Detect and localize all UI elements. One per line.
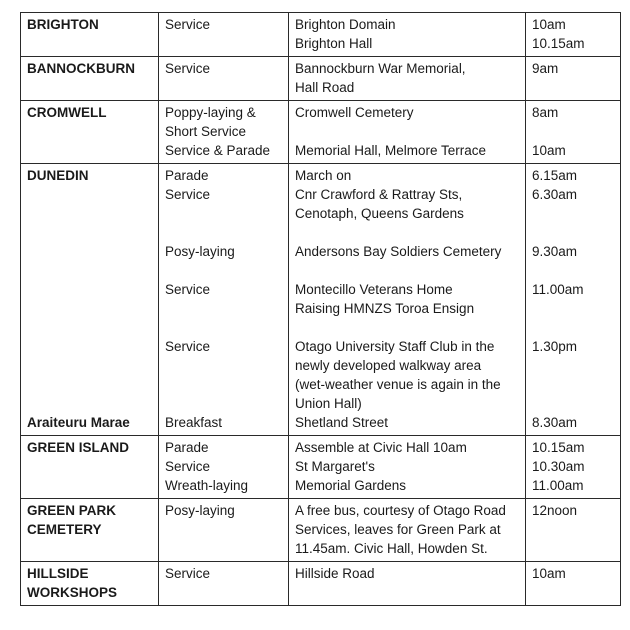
subplace-label: Araiteuru Marae bbox=[27, 415, 130, 430]
time-cell: 9am bbox=[526, 57, 621, 101]
place-cell: GREEN PARK CEMETERY bbox=[21, 499, 159, 562]
place-cell: BRIGHTON bbox=[21, 13, 159, 57]
table-row bbox=[21, 57, 621, 101]
type-cell: Parade Service Wreath-laying bbox=[159, 436, 289, 499]
venue-cell: Cromwell Cemetery Memorial Hall, Melmore Terrace bbox=[289, 101, 526, 164]
time-cell: 10am 10.15am bbox=[526, 13, 621, 57]
type-cell: Service bbox=[159, 562, 289, 606]
time-cell: 10am bbox=[526, 562, 621, 606]
venue-cell: March on Cnr Crawford & Rattray Sts, Cenotaph, Queens Gardens Andersons Bay Soldiers Cemetery Montecillo Veterans Home Raising HMNZS Toroa Ensign Otago University Staff Club in the newly developed walkway area (wet-weather venue is again in the Union Hall) Shetland Street bbox=[289, 164, 526, 436]
table-row bbox=[21, 101, 621, 164]
venue-cell: A free bus, courtesy of Otago Road Services, leaves for Green Park at 11.45am. Civic Hall, Howden St. bbox=[289, 499, 526, 562]
anzac-schedule-document bbox=[20, 12, 620, 606]
type-cell: Service bbox=[159, 13, 289, 57]
venue-cell: Assemble at Civic Hall 10am St Margaret's Memorial Gardens bbox=[289, 436, 526, 499]
time-cell: 8am 10am bbox=[526, 101, 621, 164]
time-cell: 10.15am 10.30am 11.00am bbox=[526, 436, 621, 499]
type-cell: Posy-laying bbox=[159, 499, 289, 562]
venue-cell: Brighton Domain Brighton Hall bbox=[289, 13, 526, 57]
venue-cell: Bannockburn War Memorial, Hall Road bbox=[289, 57, 526, 101]
place-cell: DUNEDIN Araiteuru Marae bbox=[21, 164, 159, 436]
time-cell: 12noon bbox=[526, 499, 621, 562]
type-cell: Poppy-laying & Short Service Service & Parade bbox=[159, 101, 289, 164]
table-row bbox=[21, 164, 621, 436]
type-cell: Service bbox=[159, 57, 289, 101]
schedule-table bbox=[20, 12, 621, 606]
place-cell: GREEN ISLAND bbox=[21, 436, 159, 499]
place-cell: BANNOCKBURN bbox=[21, 57, 159, 101]
type-cell: Parade Service Posy-laying Service Service Breakfast bbox=[159, 164, 289, 436]
table-row bbox=[21, 13, 621, 57]
table-row bbox=[21, 436, 621, 499]
place-cell: HILLSIDE WORKSHOPS bbox=[21, 562, 159, 606]
time-cell: 6.15am 6.30am 9.30am 11.00am 1.30pm 8.30am bbox=[526, 164, 621, 436]
table-row bbox=[21, 499, 621, 562]
table-row bbox=[21, 562, 621, 606]
place-cell: CROMWELL bbox=[21, 101, 159, 164]
venue-cell: Hillside Road bbox=[289, 562, 526, 606]
